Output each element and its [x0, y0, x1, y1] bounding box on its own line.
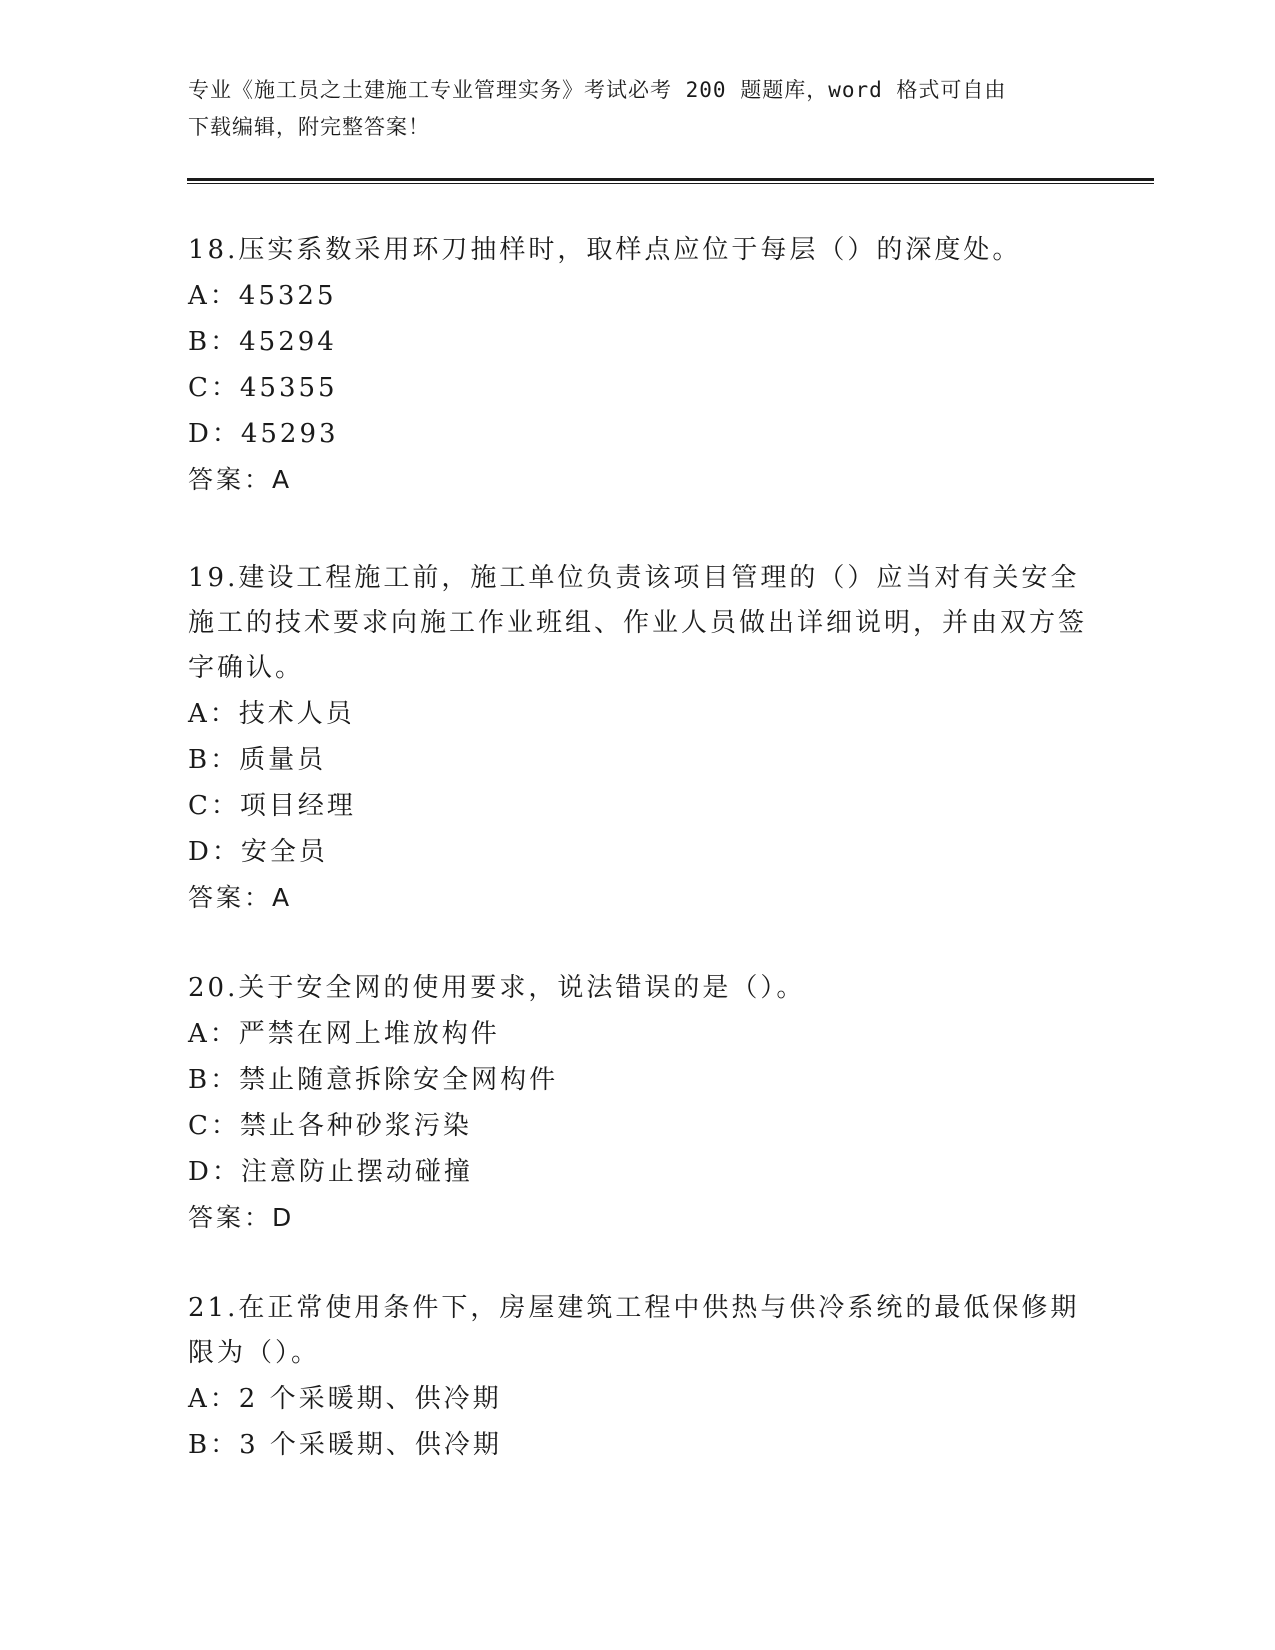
option-b: B：45294 [188, 327, 337, 357]
option-a: A：2 个采暖期、供冷期 [188, 1384, 502, 1414]
option-a: A：45325 [188, 281, 337, 311]
header-divider-thin [187, 183, 1154, 184]
answer: 答案：D [188, 1203, 295, 1232]
question-stem: 20.关于安全网的使用要求，说法错误的是（）。 [188, 973, 806, 1003]
question-stem: 19.建设工程施工前，施工单位负责该项目管理的（）应当对有关安全施工的技术要求向施工作业班组、作业人员做出详细说明，并由双方签字确认。 [188, 563, 1088, 683]
question-18 [188, 228, 1088, 503]
answer: 答案：A [188, 883, 293, 912]
header-line-1: 专业《施工员之土建施工专业管理实务》考试必考 200 题题库，word 格式可自由 [188, 78, 1007, 102]
document-header [188, 72, 1068, 146]
question-stem: 21.在正常使用条件下，房屋建筑工程中供热与供冷系统的最低保修期限为（）。 [188, 1293, 1080, 1368]
option-c: C：项目经理 [188, 791, 356, 821]
option-a: A：技术人员 [188, 699, 355, 729]
option-d: D：安全员 [188, 837, 328, 867]
answer: 答案：A [188, 465, 293, 494]
option-d: D：注意防止摆动碰撞 [188, 1157, 473, 1187]
header-divider-thick [187, 178, 1154, 181]
question-stem: 18.压实系数采用环刀抽样时，取样点应位于每层（）的深度处。 [188, 235, 1022, 265]
option-d: D：45293 [188, 419, 339, 449]
option-b: B：质量员 [188, 745, 327, 775]
option-a: A：严禁在网上堆放构件 [188, 1019, 500, 1049]
question-20 [188, 966, 1088, 1241]
question-21 [188, 1286, 1088, 1468]
option-b: B：3 个采暖期、供冷期 [188, 1430, 502, 1460]
header-line-2: 下载编辑，附完整答案！ [188, 115, 430, 139]
option-c: C：45355 [188, 373, 338, 403]
option-c: C：禁止各种砂浆污染 [188, 1111, 472, 1141]
question-19 [188, 556, 1088, 921]
option-b: B：禁止随意拆除安全网构件 [188, 1065, 559, 1095]
